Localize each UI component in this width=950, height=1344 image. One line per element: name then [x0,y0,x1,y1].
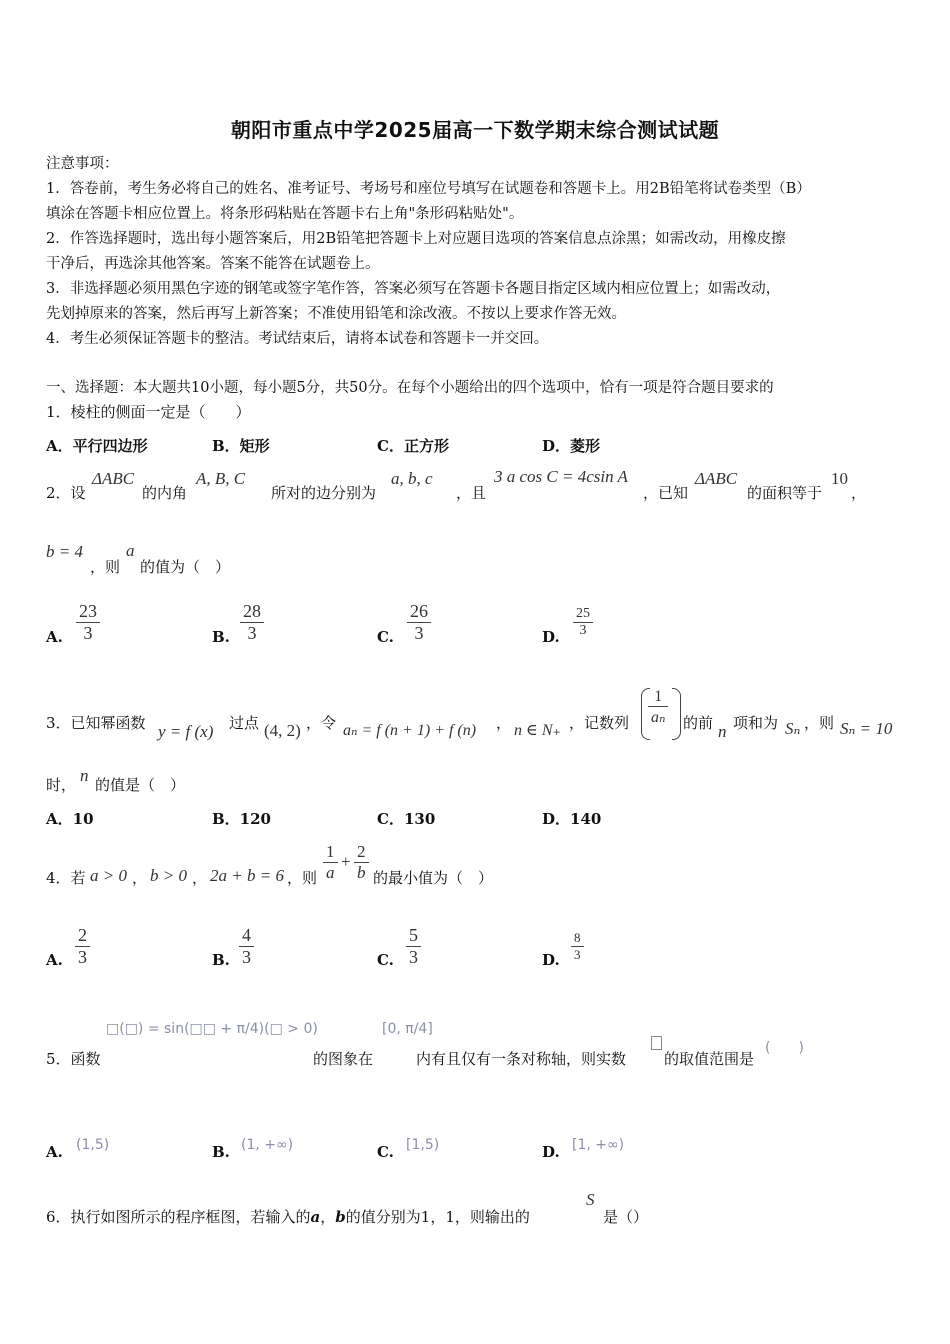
page-title: 朝阳市重点中学2025届高一下数学期末综合测试试题 [230,118,720,142]
denominator: 3 [579,623,587,638]
q2-option-a-fraction [76,601,100,644]
q3-n-var: n [80,766,89,785]
numerator: 26 [410,601,428,621]
q3-number: 3．已知幂函数 [46,714,146,732]
q2-text: 的值为（ ） [140,558,231,576]
q5-variable-placeholder [651,1036,662,1050]
numerator: 1 [326,842,335,861]
q5-option-b-letter: B. [212,1143,230,1161]
q4-condition-sum: 2a + b = 6 [210,866,284,885]
q4-option-a-fraction [75,925,90,968]
q3-option-c: C．130 [377,810,436,828]
denominator: 3 [242,947,251,967]
numerator: 28 [243,601,261,621]
q4-option-c-fraction [406,925,421,968]
q4-option-d-letter: D. [542,951,560,969]
q2-text: ，且 [456,484,487,502]
denominator: 3 [247,623,257,643]
q3-text: 时， [46,776,77,794]
q3-right-brace [672,688,681,740]
q3-text: ，令 [306,714,337,732]
notes-line: 干净后，再选涂其他答案。答案不能答在试题卷上。 [46,256,380,272]
q3-option-a: A．10 [46,810,94,828]
q6-stem [46,1206,530,1227]
q3-n-set: n ∈ N₊ [514,722,561,739]
q5-text: 的取值范围是 [664,1050,755,1068]
denominator: a [326,863,335,882]
q3-text: 的值是（ ） [95,776,186,794]
q5-number: 5．函数 [46,1050,101,1068]
q6-text: ， [320,1208,336,1226]
q2-area-value: 10 [831,469,848,488]
q4-expression-fraction-1 [323,842,338,883]
q4-condition-b: b > 0 [150,866,187,885]
q4-text: ，则 [287,869,318,887]
q5-text: 内有且仅有一条对称轴，则实数 [416,1050,627,1068]
denominator: 3 [409,947,418,967]
q4-separator: ， [192,869,208,887]
notes-line: 先划掉原来的答案，然后再写上新答案；不准使用铅笔和涂改液。不按以上要求作答无效。 [46,306,626,322]
q6-var-b: b [335,1208,346,1226]
q2-text: 的面积等于 [747,484,823,502]
q5-option-c-value: [1,5) [406,1137,440,1153]
numerator: 25 [576,606,590,621]
numerator: 5 [409,925,418,945]
q5-option-a-letter: A. [46,1143,63,1161]
q2-triangle: ΔABC [92,469,135,488]
q4-option-a-letter: A. [46,951,63,969]
q1-option-d: D．菱形 [542,437,601,455]
q4-number: 4．若 [46,869,86,887]
q5-option-d-letter: D. [542,1143,560,1161]
q2-option-d-fraction [573,606,593,639]
numerator: 8 [574,930,581,945]
notes-line: 3．非选择题必须用黑色字迹的钢笔或签字笔作答，答案必须写在答题卡各题目指定区域内相应位置上；如需改动， [46,281,781,297]
q4-plus: + [341,852,351,871]
notes-line: 4．考生必须保证答题卡的整洁。考试结束后，请将本试卷和答题卡一并交回。 [46,331,549,347]
q3-text: ，则 [804,714,835,732]
q2-sides: a, b, c [391,469,433,488]
q5-option-c-letter: C. [377,1143,394,1161]
section-heading: 一、选择题：本大题共10小题，每小题5分，共50分。在每个小题给出的四个选项中，恰有一项是符合题目要求的 [46,380,774,396]
q2-option-b-fraction [240,601,264,644]
numerator: 1 [654,688,663,705]
q3-sum: Sₙ [785,719,801,738]
notes-line: 2．作答选择题时，选出每小题答案后，用2B铅笔把答题卡上对应题目选项的答案信息点涂黑；如需改动，用橡皮擦 [46,231,786,247]
q4-separator: ， [132,869,148,887]
q3-sequence-fraction [648,688,668,727]
q3-sequence-term: aₙ = f (n + 1) + f (n) [343,722,477,739]
q3-point: (4, 2) [264,721,301,740]
q1-option-b: B．矩形 [212,437,270,455]
denominator: 3 [414,623,424,643]
q2-text: 所对的边分别为 [271,484,377,502]
q3-text: ， [496,714,512,732]
q6-text: 6．执行如图所示的程序框图，若输入的 [46,1208,311,1226]
denominator: 3 [83,623,93,643]
q5-option-d-value: [1, +∞) [572,1137,625,1153]
q4-option-d-fraction [571,930,584,963]
q1-option-c: C．正方形 [377,437,449,455]
q3-function: y = f (x) [158,722,214,741]
q6-text: 的值分别为1，1，则输出的 [345,1208,530,1226]
q5-interval-image: [0, π/4] [382,1021,433,1037]
notes-line: 填涂在答题卡相应位置上。将条形码粘贴在答题卡右上角"条形码粘贴处"。 [46,206,524,222]
numerator: 2 [78,925,87,945]
q2-option-c-fraction [407,601,431,644]
q6-var-s: S [586,1190,595,1209]
q4-text: 的最小值为（ ） [373,869,494,887]
q3-text: ，记数列 [569,714,630,732]
numerator: 2 [357,842,366,861]
q2-option-d-letter: D. [542,628,560,646]
q3-n-var: n [718,722,727,741]
notes-heading: 注意事项： [46,156,119,172]
q3-sum-condition: Sₙ = 10 [840,719,893,738]
q2-triangle: ΔABC [695,469,738,488]
q2-text: ，已知 [643,484,689,502]
q4-option-b-letter: B. [212,951,230,969]
q4-condition-a: a > 0 [90,866,127,885]
q5-text: 的图象在 [313,1050,374,1068]
q3-text: 项和为 [733,714,779,732]
q3-text: 过点 [229,714,260,732]
q5-function-image: □(□) = sin(□□ + π/4)(□ > 0) [106,1021,318,1037]
q3-text: 的前 [683,714,714,732]
q1-option-a: A．平行四边形 [46,437,148,455]
denominator: 3 [574,947,581,962]
q6-var-a: a [310,1208,321,1226]
notes-line: 1．答卷前，考生务必将自己的姓名、准考证号、考场号和座位号填写在试题卷和答题卡上。用2B铅笔将试卷类型（B） [46,181,811,197]
q3-option-d: D．140 [542,810,602,828]
q2-option-b-letter: B. [212,628,230,646]
q4-option-c-letter: C. [377,951,394,969]
q2-option-c-letter: C. [377,628,394,646]
q2-angles: A, B, C [196,469,246,488]
q2-b-value: b = 4 [46,542,83,561]
q5-option-b-value: (1, +∞) [241,1137,294,1153]
q2-number: 2．设 [46,484,86,502]
q4-option-b-fraction [239,925,254,968]
denominator: b [357,863,366,882]
q2-option-a-letter: A. [46,628,63,646]
q2-condition: 3 a cos C = 4csin A [494,467,628,486]
q6-text: 是（） [603,1208,649,1226]
question-1-stem: 1．棱柱的侧面一定是（ ） [46,403,251,421]
denominator: aₙ [651,709,666,726]
q2-text: 的内角 [142,484,188,502]
q2-a-var: a [126,541,135,560]
numerator: 23 [79,601,97,621]
q4-expression-fraction-2 [354,842,369,883]
numerator: 4 [242,925,251,945]
q5-option-a-value: (1,5) [76,1137,110,1153]
q2-text: ， [851,484,867,502]
q5-answer-paren: ( ) [765,1040,804,1056]
q3-option-b: B．120 [212,810,271,828]
q2-text: ，则 [90,558,121,576]
denominator: 3 [78,947,87,967]
